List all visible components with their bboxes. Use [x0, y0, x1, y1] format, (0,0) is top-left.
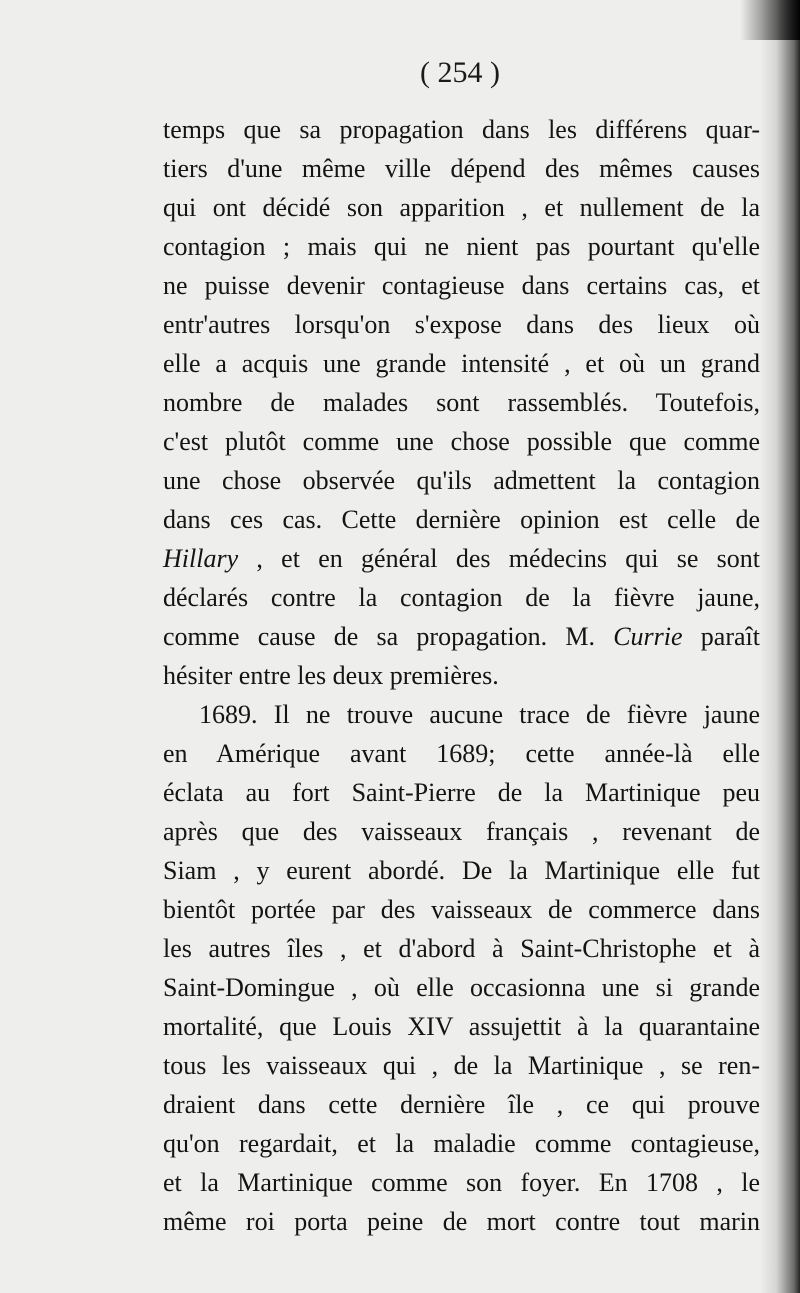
- text-line: mortalité, que Louis XIV assujettit à la quarantaine: [163, 1012, 760, 1041]
- text-line: et la Martinique comme son foyer. En 1708 , le: [163, 1168, 760, 1197]
- page-gutter-shadow: [760, 0, 800, 1293]
- text-line: 1689. Il ne trouve aucune trace de fièvre jaune: [199, 700, 760, 729]
- text-line: draient dans cette dernière île , ce qui prouve: [163, 1090, 760, 1119]
- text-line: nombre de malades sont rassemblés. Toutefois,: [163, 388, 760, 417]
- text-line: même roi porta peine de mort contre tout marin: [163, 1207, 760, 1236]
- text-line: une chose observée qu'ils admettent la contagion: [163, 466, 760, 495]
- author-name-hillary: Hillary: [163, 544, 239, 573]
- text-line: hésiter entre les deux premières.: [163, 661, 499, 690]
- text-line: c'est plutôt comme une chose possible que comme: [163, 427, 760, 456]
- text-line: comme cause de sa propagation. M. Currie paraît: [163, 622, 760, 651]
- text-line: déclarés contre la contagion de la fièvre jaune,: [163, 583, 760, 612]
- text-line: en Amérique avant 1689; cette année-là elle: [163, 739, 760, 768]
- text-line: tiers d'une même ville dépend des mêmes causes: [163, 154, 760, 183]
- text-line: qu'on regardait, et la maladie comme contagieuse,: [163, 1129, 760, 1158]
- page-number: ( 254 ): [420, 56, 500, 89]
- text-line: dans ces cas. Cette dernière opinion est celle de: [163, 505, 760, 534]
- text-line: les autres îles , et d'abord à Saint-Christophe et à: [163, 934, 760, 963]
- body-text: [163, 110, 760, 1241]
- text-line: contagion ; mais qui ne nient pas pourtant qu'elle: [163, 232, 760, 261]
- text-line: tous les vaisseaux qui , de la Martinique , se ren-: [163, 1051, 760, 1080]
- text-line: éclata au fort Saint-Pierre de la Martinique peu: [163, 778, 760, 807]
- text-line: temps que sa propagation dans les différens quar-: [163, 115, 760, 144]
- text-line: elle a acquis une grande intensité , et où un grand: [163, 349, 760, 378]
- text-line: après que des vaisseaux français , revenant de: [163, 817, 760, 846]
- text-line: Hillary , et en général des médecins qui se sont: [163, 544, 760, 573]
- text-line: ne puisse devenir contagieuse dans certains cas, et: [163, 271, 760, 300]
- text-line: Siam , y eurent abordé. De la Martinique elle fut: [163, 856, 760, 885]
- text-line: Saint-Domingue , où elle occasionna une si grande: [163, 973, 760, 1002]
- page-corner-shadow: [740, 0, 800, 40]
- text-line: entr'autres lorsqu'on s'expose dans des lieux où: [163, 310, 760, 339]
- text-line: qui ont décidé son apparition , et nullement de la: [163, 193, 760, 222]
- author-name-currie: Currie: [613, 622, 683, 651]
- text-line: bientôt portée par des vaisseaux de commerce dans: [163, 895, 760, 924]
